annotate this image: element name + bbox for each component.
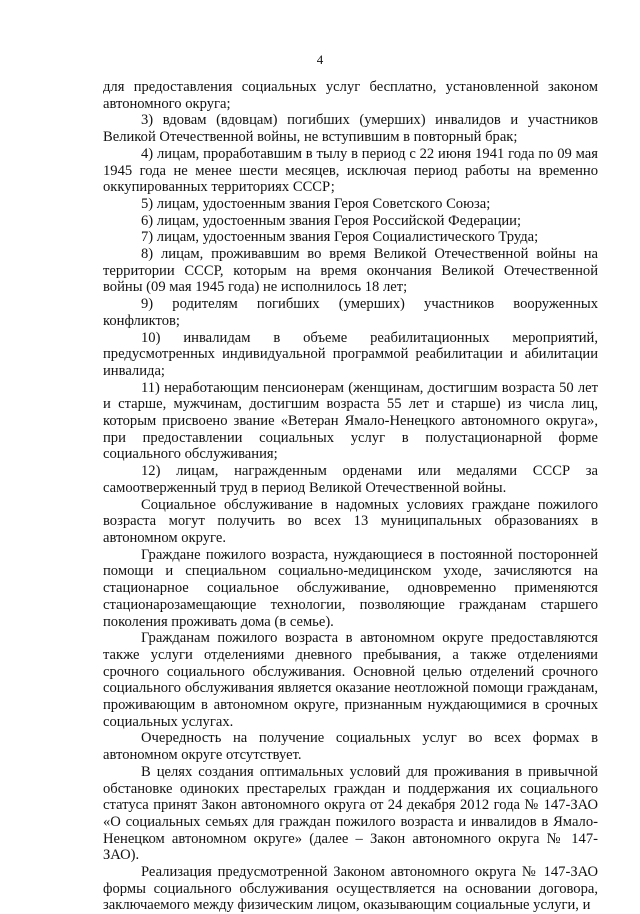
paragraph: 6) лицам, удостоенным звания Героя Российской Федерации; (141, 212, 522, 229)
paragraph: Граждане пожилого возраста, нуждающиеся в постоянной посторонней помощи и специальном социально-медицинском уходе, зачисляются на стационарное социальное обслуживание, одновременно применяются стационарозамещающие технологии, позволяющие гражданам старшего поколения проживать дома (в семье). (103, 546, 598, 630)
paragraph: 4) лицам, проработавшим в тылу в период с 22 июня 1941 года по 09 мая 1945 года не менее шести месяцев, исключая период работы на временно оккупированных территориях СССР; (103, 145, 598, 196)
paragraph: 11) неработающим пенсионерам (женщинам, достигшим возраста 50 лет и старше, мужчинам, достигшим возраста 55 лет и старше) из числа лиц, которым присвоено звание «Ветеран Ямало-Ненецкого автономного округа», при предоставлении социальных услуг в полустационарной форме социального обслуживания; (103, 379, 598, 463)
paragraph: Социальное обслуживание в надомных условиях граждане пожилого возраста могут получить во всех 13 муниципальных образованиях в автономном округе. (103, 496, 598, 546)
paragraph: В целях создания оптимальных условий для проживания в привычной обстановке одиноких престарелых граждан и поддержания их социального статуса принят Закон автономного округа от 24 декабря 2012 года № 147-ЗАО «О социальных семьях для граждан пожилого возраста и инвалидов в Ямало-Ненецком автономном округе» (далее – Закон автономного округа № 147-ЗАО). (103, 763, 598, 864)
paragraph: 7) лицам, удостоенным звания Героя Социалистического Труда; (141, 229, 539, 246)
paragraph: 8) лицам, проживавшим во время Великой Отечественной войны на территории СССР, которым на время окончания Великой Отечественной войны (09 мая 1945 года) не исполнилось 18 лет; (103, 246, 598, 296)
paragraph: 12) лицам, награжденным орденами или медалями СССР за самоотверженный труд в период Великой Отечественной войны. (103, 463, 598, 496)
page-number: 4 (316, 52, 324, 67)
paragraph: 9) родителям погибших (умерших) участников вооруженных конфликтов; (103, 296, 598, 329)
paragraph: для предоставления социальных услуг бесплатно, установленной законом автономного округа; (103, 79, 598, 112)
paragraph: 10) инвалидам в объеме реабилитационных мероприятий, предусмотренных индивидуальной программой реабилитации и абилитации инвалида; (103, 329, 598, 379)
paragraph: 3) вдовам (вдовцам) погибших (умерших) инвалидов и участников Великой Отечественной войны, не вступившим в повторный брак; (103, 112, 598, 146)
paragraph: 5) лицам, удостоенным звания Героя Советского Союза; (141, 195, 491, 212)
document-body (103, 79, 598, 914)
paragraph: Очередность на получение социальных услуг во всех формах в автономном округе отсутствует. (103, 730, 598, 764)
paragraph: Гражданам пожилого возраста в автономном округе предоставляются также услуги отделениями дневного пребывания, а также отделениями срочного социального обслуживания. Основной целью отделений срочного социального обслуживания является оказание неотложной помощи гражданам, проживающим в автономном округе, признанным нуждающимися в срочных социальных услугах. (103, 630, 598, 730)
paragraph: Реализация предусмотренной Законом автономного округа № 147-ЗАО формы социального обслуживания осуществляется на основании договора, заключаемого между физическим лицом, оказывающим социальные услуги, и (103, 864, 598, 914)
